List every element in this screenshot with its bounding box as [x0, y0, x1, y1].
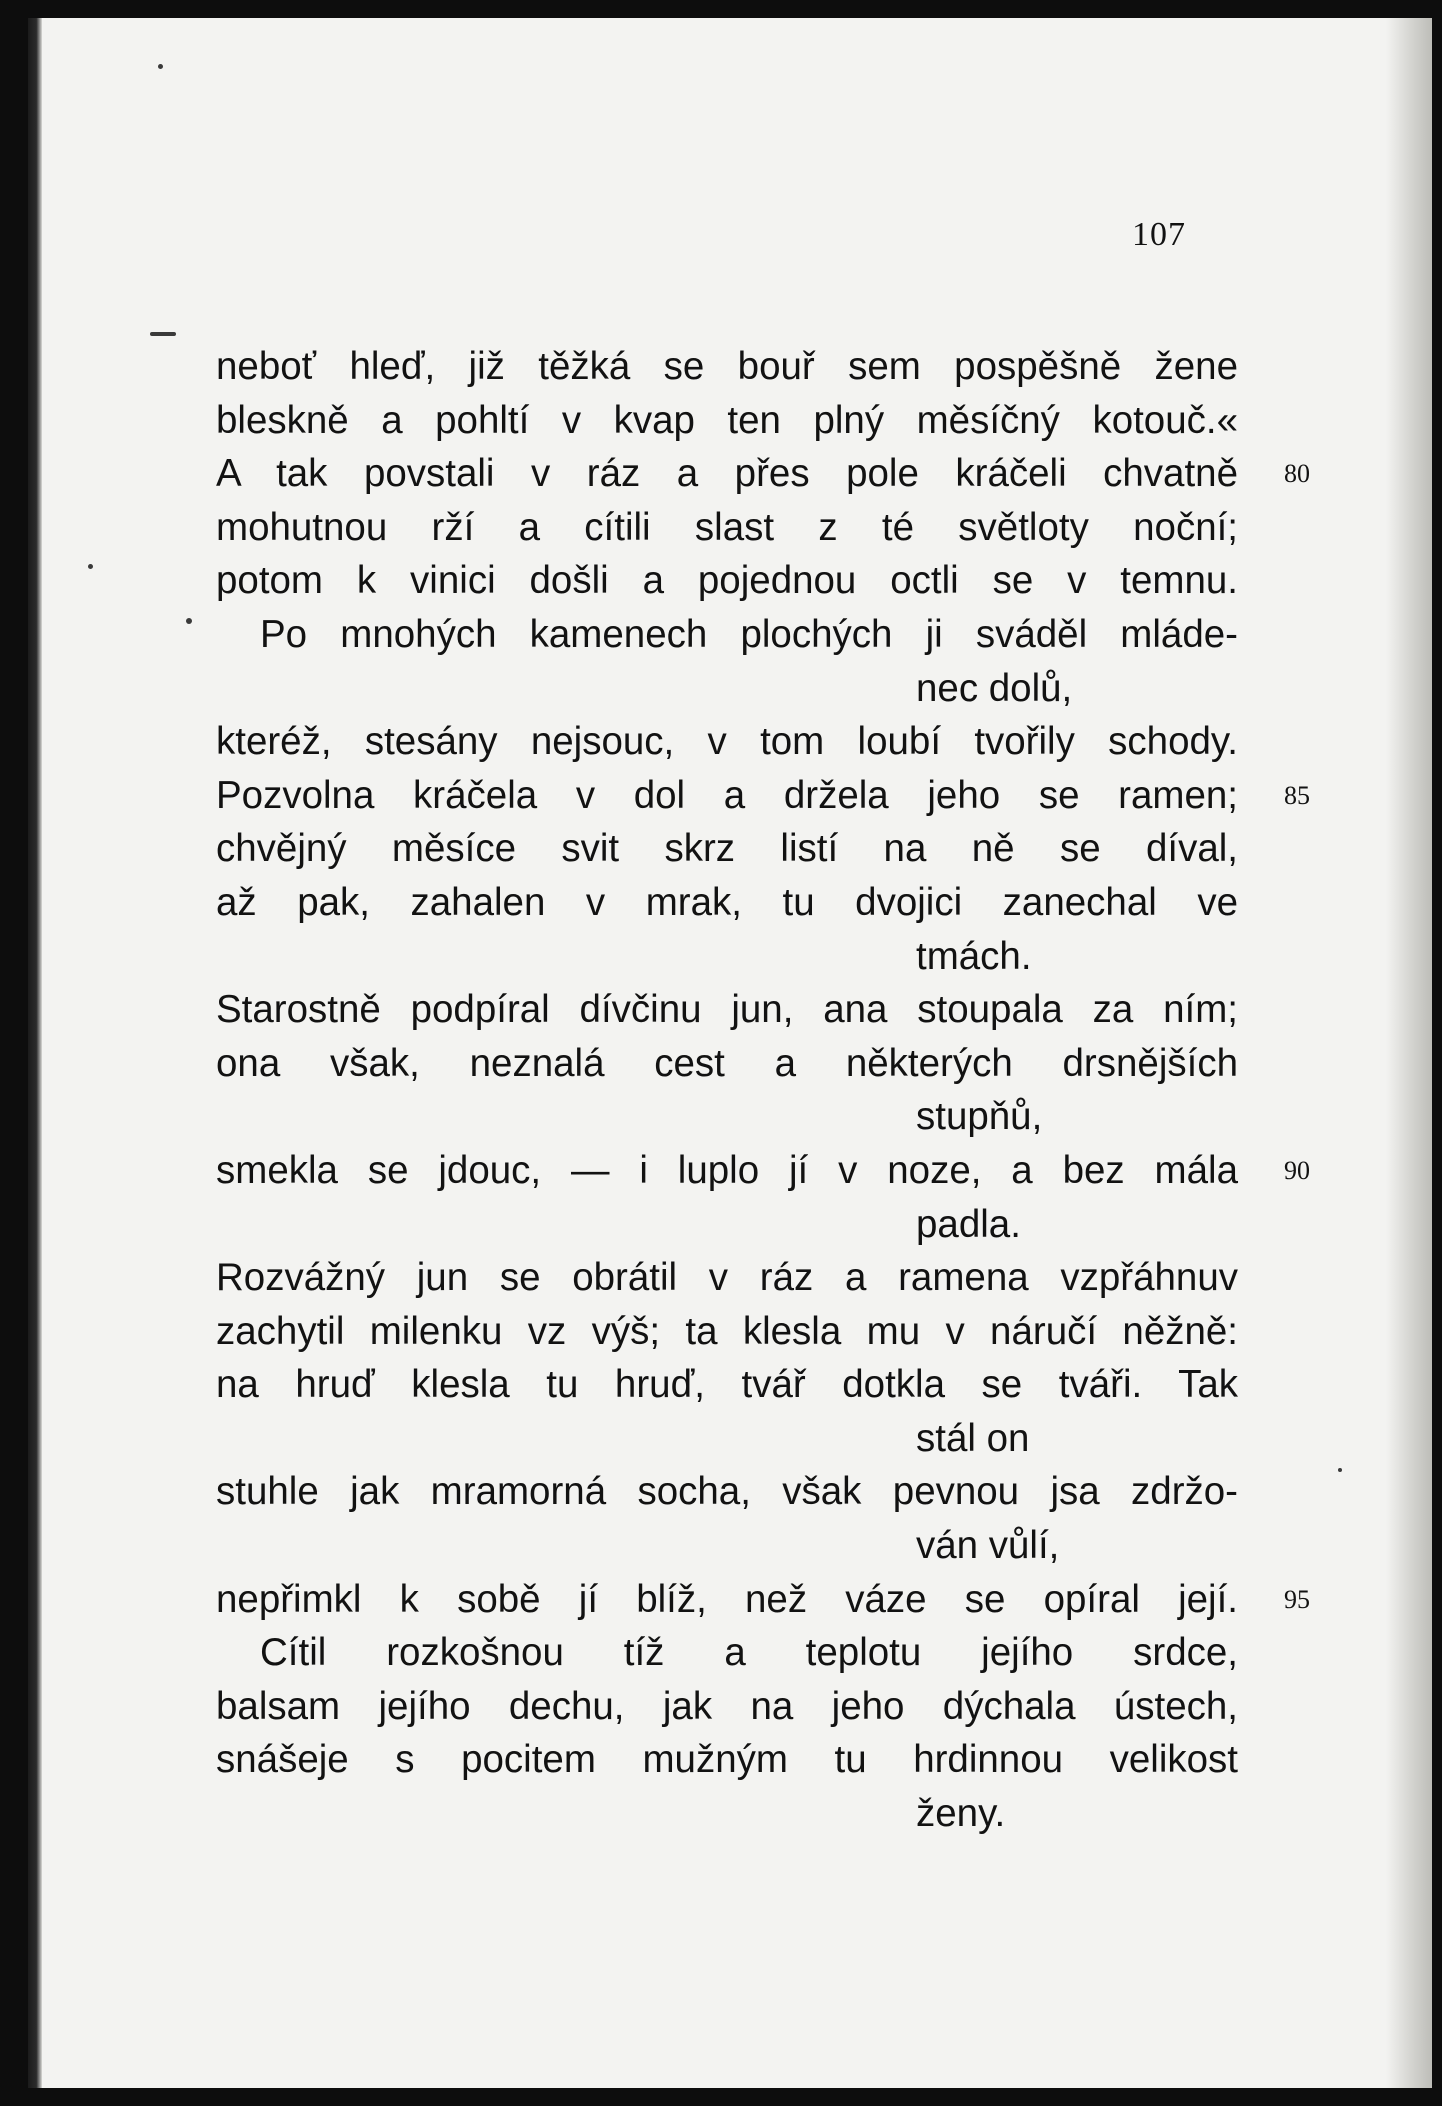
poem-line	[216, 1680, 1238, 1734]
poem-line-text: Po mnohých kamenech plochých ji sváděl mláde-	[260, 612, 1238, 656]
poem-line	[216, 1573, 1310, 1627]
poem-line	[216, 1198, 1238, 1252]
poem-line	[216, 983, 1238, 1037]
line-number: 85	[1284, 780, 1310, 810]
poem-line	[216, 1787, 1238, 1841]
poem-line	[216, 769, 1310, 823]
page-edge-shadow	[1386, 18, 1432, 2088]
ink-speck	[1338, 1468, 1342, 1472]
poem-line	[216, 662, 1238, 716]
poem-line-continuation: stál on	[916, 1416, 1030, 1460]
poem-line	[216, 1251, 1238, 1305]
ink-speck	[158, 64, 163, 69]
poem-line-continuation: ženy.	[916, 1792, 1006, 1836]
poem-line	[216, 876, 1238, 930]
ink-speck	[150, 332, 176, 336]
poem-line-text: nepřimkl k sobě jí blíž, než váze se opíral její.	[216, 1577, 1238, 1621]
poem-line	[216, 340, 1238, 394]
poem-line	[216, 501, 1238, 555]
poem-line-text: chvějný měsíce svit skrz listí na ně se díval,	[216, 827, 1238, 871]
poem-line	[216, 715, 1238, 769]
line-number: 80	[1284, 459, 1310, 489]
poem-line	[216, 1305, 1238, 1359]
poem-line	[216, 1733, 1238, 1787]
poem-line-text: na hruď klesla tu hruď, tvář dotkla se tváři. Tak	[216, 1363, 1238, 1407]
poem-line-text: A tak povstali v ráz a přes pole kráčeli chvatně	[216, 452, 1238, 496]
poem-line	[216, 608, 1238, 662]
poem-line	[216, 394, 1238, 448]
poem-line	[216, 1465, 1238, 1519]
poem-line-text: Cítil rozkošnou tíž a teplotu jejího srdce,	[260, 1631, 1238, 1675]
poem-line-text: stuhle jak mramorná socha, však pevnou jsa zdržo-	[216, 1470, 1238, 1514]
poem-line	[216, 1037, 1238, 1091]
poem-line-text: kteréž, stesány nejsouc, v tom loubí tvořily schody.	[216, 720, 1238, 764]
poem-line-text: bleskně a pohltí v kvap ten plný měsíčný kotouč.«	[216, 398, 1238, 442]
poem-line	[216, 822, 1238, 876]
poem-line-text: Pozvolna kráčela v dol a držela jeho se ramen;	[216, 773, 1238, 817]
poem-line	[216, 1519, 1238, 1573]
poem-line	[216, 1358, 1238, 1412]
poem-line-text: potom k vinici došli a pojednou octli se v temnu.	[216, 559, 1238, 603]
ink-speck	[88, 564, 93, 569]
poem-line-text: smekla se jdouc, — i luplo jí v noze, a bez mála	[216, 1148, 1238, 1192]
poem-line	[216, 1144, 1310, 1198]
poem-line-text: zachytil milenku vz výš; ta klesla mu v náručí něžně:	[216, 1309, 1238, 1353]
poem-line	[216, 1626, 1238, 1680]
line-number: 90	[1284, 1155, 1310, 1185]
poem-line	[216, 930, 1238, 984]
poem-text-block	[216, 340, 1310, 1841]
poem-line-text: Starostně podpíral dívčinu jun, ana stoupala za ním;	[216, 988, 1238, 1032]
poem-line-continuation: tmách.	[916, 934, 1032, 978]
poem-line-continuation: nec dolů,	[916, 666, 1073, 710]
poem-line-continuation: padla.	[916, 1202, 1021, 1246]
poem-line-text: ona však, neznalá cest a některých drsnějších	[216, 1041, 1238, 1085]
book-page	[28, 18, 1432, 2088]
poem-line-continuation: ván vůlí,	[916, 1524, 1060, 1568]
poem-line	[216, 554, 1238, 608]
line-number: 95	[1284, 1584, 1310, 1614]
poem-line-continuation: stupňů,	[916, 1095, 1043, 1139]
poem-line-text: balsam jejího dechu, jak na jeho dýchala ústech,	[216, 1684, 1238, 1728]
page-number: 107	[1132, 216, 1186, 253]
poem-line-text: snášeje s pocitem mužným tu hrdinnou velikost	[216, 1738, 1238, 1782]
page-spine-shadow	[28, 18, 42, 2088]
poem-line	[216, 1090, 1238, 1144]
poem-line-text: Rozvážný jun se obrátil v ráz a ramena vzpřáhnuv	[216, 1256, 1238, 1300]
poem-line	[216, 447, 1310, 501]
poem-line-text: mohutnou rží a cítili slast z té světloty noční;	[216, 505, 1238, 549]
poem-line-text: neboť hleď, již těžká se bouř sem pospěšně žene	[216, 345, 1238, 388]
poem-line	[216, 1412, 1238, 1466]
ink-speck	[186, 618, 192, 624]
poem-line-text: až pak, zahalen v mrak, tu dvojici zanechal ve	[216, 880, 1238, 924]
